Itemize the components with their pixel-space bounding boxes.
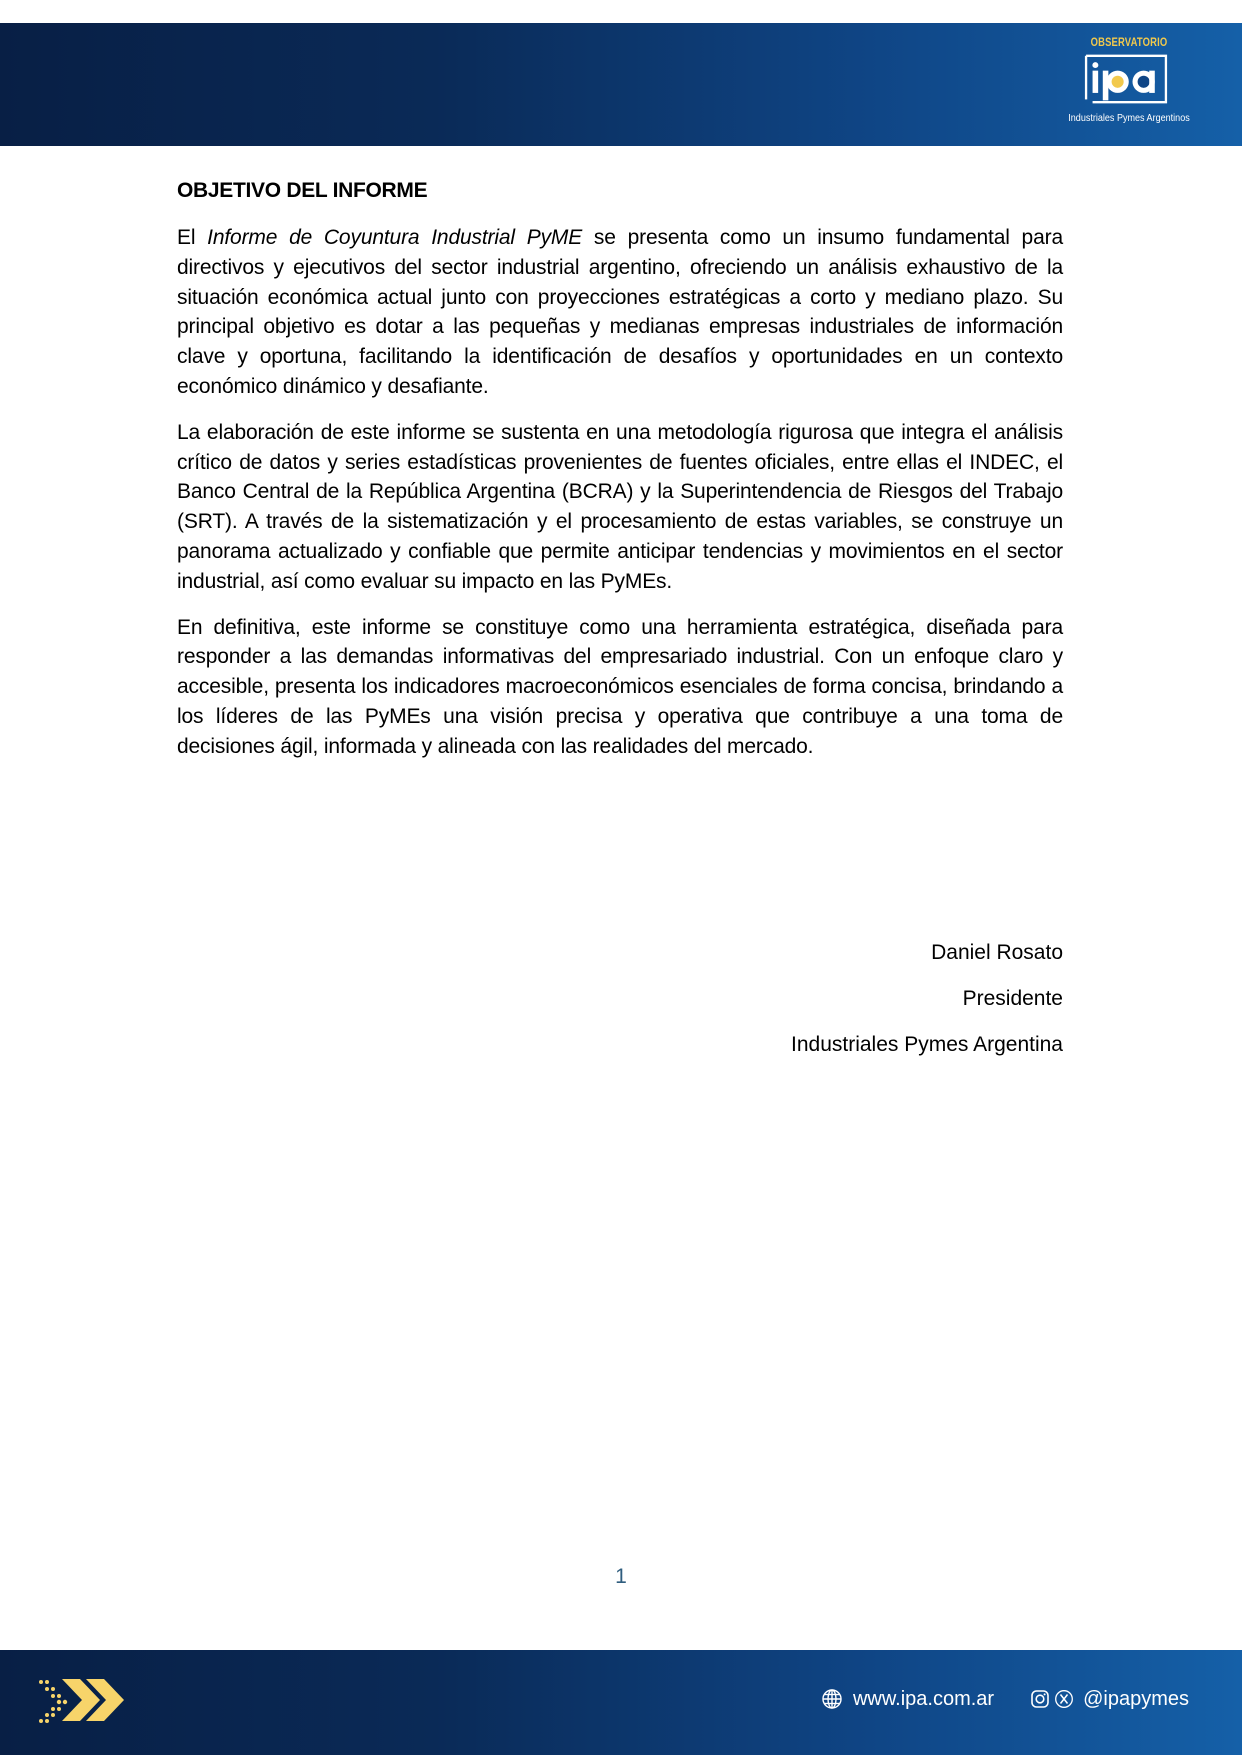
paragraph-intro <box>177 223 1063 402</box>
page-number: 1 <box>615 1565 627 1588</box>
social-handle[interactable]: @ipapymes <box>1083 1687 1189 1710</box>
social-link[interactable] <box>1030 1688 1189 1711</box>
document-title: OBJETIVO DEL INFORME <box>177 179 428 202</box>
paragraph-intro-prefix: El <box>177 226 208 249</box>
website-text[interactable]: www.ipa.com.ar <box>852 1687 995 1710</box>
signature-organization: Industriales Pymes Argentina <box>791 1033 1063 1056</box>
x-icon[interactable] <box>1054 1689 1074 1709</box>
footer-band <box>0 1650 1242 1755</box>
website-link[interactable] <box>821 1688 994 1711</box>
ipa-logo <box>1054 36 1204 136</box>
document-body <box>177 176 1063 778</box>
footer-contacts <box>821 1682 1189 1716</box>
report-name-italic: Informe de Coyuntura Industrial PyME <box>207 226 583 249</box>
double-chevron-arrows-icon <box>38 1677 124 1723</box>
signature-role: Presidente <box>962 987 1063 1010</box>
paragraph-intro-text: se presenta como un insumo fundamental para directivos y ejecutivos del sector industrial argentino, ofreciendo un análisis exhaustivo de la situación económica actual junto con proyecciones estratégicas a corto y mediano plazo. Su principal objetivo es dotar a las pequeñas y medianas empresas industriales de información clave y oportuna, facilitando la identificación de desafíos y oportunidades en un contexto económico dinámico y desafiante. <box>177 226 1063 398</box>
paragraph-methodology: La elaboración de este informe se sustenta en una metodología rigurosa que integra el análisis crítico de datos y series estadísticas provenientes de fuentes oficiales, entre ellas el INDEC, el Banco Central de la República Argentina (BCRA) y la Superintendencia de Riesgos del Trabajo (SRT). A través de la sistematización y el procesamiento de estas variables, se construye un panorama actualizado y confiable que permite anticipar tendencias y movimientos en el sector industrial, así como evaluar su impacto en las PyMEs. <box>177 420 1063 593</box>
logo-observatorio-label: OBSERVATORIO <box>1090 37 1168 49</box>
ipa-wordmark-logo <box>1083 53 1169 105</box>
signature-block <box>791 930 1063 1068</box>
logo-tagline: Industriales Pymes Argentinos <box>1068 112 1190 124</box>
instagram-icon[interactable] <box>1030 1689 1050 1709</box>
header-band <box>0 23 1242 146</box>
paragraph-conclusion: En definitiva, este informe se constituye como una herramienta estratégica, diseñada para responder a las demandas informativas del empresariado industrial. Con un enfoque claro y accesible, presenta los indicadores macroeconómicos esenciales de forma concisa, brindando a los líderes de las PyMEs una visión precisa y operativa que contribuye a una toma de decisiones ágil, informada y alineada con las realidades del mercado. <box>177 615 1063 758</box>
globe-icon <box>821 1688 843 1710</box>
signature-name: Daniel Rosato <box>931 941 1063 964</box>
